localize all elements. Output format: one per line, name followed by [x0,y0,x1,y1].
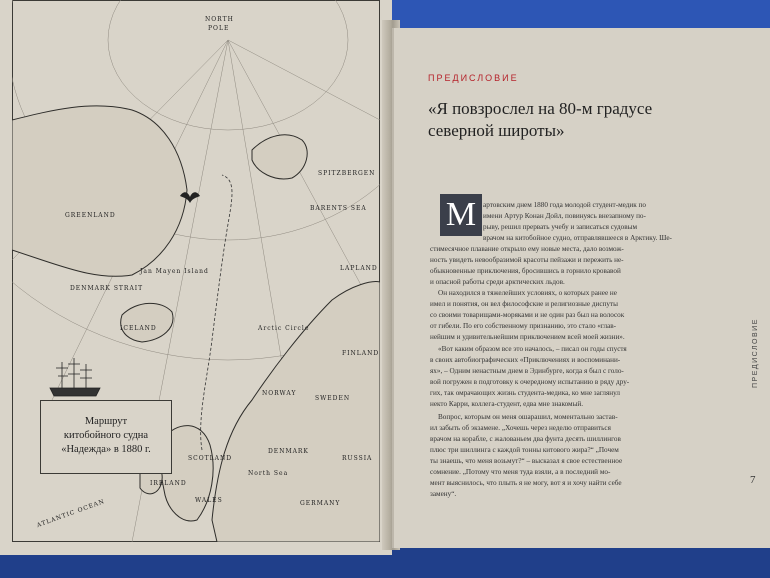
text-line: «Вот каким образом все это началось, – писал он годы спустя [438,345,627,353]
label-arctic-circle: Arctic Circle [258,325,310,332]
text-line: стимесячное плавание открыло ему новые места, дало возмож- [430,245,624,253]
paragraph-3 [430,344,745,410]
text-line: вой погружен в подготовку к очередному испытанию в ряду дру- [430,378,630,386]
label-lapland: LAPLAND [340,265,378,272]
page-number: 7 [750,474,756,486]
label-iceland: ICELAND [120,325,157,332]
text-line: от гибели. По его собственному признанию, это стало «глав- [430,322,617,330]
text-line: некто Карри, коллега-студент, едва мне знакомый. [430,400,584,408]
iceland-island [121,303,173,342]
ship-drawing [50,358,100,396]
text-line: нейшим и удивительнейшим приключением всей моей жизни». [430,333,625,341]
paragraph-1-continued [430,244,745,288]
scandinavia-landmass [212,282,380,542]
paragraph-1-indented [483,200,745,244]
label-scotland: SCOTLAND [188,455,232,462]
paragraph-2 [430,288,745,343]
label-spitzbergen: SPITZBERGEN [318,170,376,177]
ship-route-line [201,175,232,450]
drop-cap: М [440,194,482,236]
paragraph-4 [430,412,730,500]
label-jan-mayen: Jan Mayen Island [140,268,209,275]
label-germany: GERMANY [300,500,341,507]
text-line: сомнение. „Потому что меня туда взяли, а в последний мо- [430,468,611,476]
label-north-sea: North Sea [248,470,289,477]
label-russia: RUSSIA [342,455,373,462]
text-line: замену“. [430,490,457,498]
text-line: Вопрос, которым он меня ошарашил, моментально застав- [438,413,618,421]
text-line: ность увидеть невообразимой красоты пейзажи и пережить не- [430,256,624,264]
running-head-vertical: ПРЕДИСЛОВИЕ [752,318,759,388]
title-line-1: «Я повзрослел на 80-м градусе [428,99,653,118]
caption-line-3: «Надежда» в 1880 г. [61,444,151,455]
text-line: Он находился в тяжелейших условиях, о которых ранее не [438,289,617,297]
label-norway: NORWAY [262,390,297,397]
label-denmark: DENMARK [268,448,309,455]
text-line: со своими товарищами-моряками и не один раз был на волосок [430,311,625,319]
section-label: ПРЕДИСЛОВИЕ [428,73,519,83]
text-line: ях», – Одним ненастным днем в Эдинбурге, когда я был с голо- [430,367,624,375]
label-denmark-strait: DENMARK STRAIT [70,285,144,292]
text-line: плюс три шиллинга с каждой тонны китового жира?“ „Почем [430,446,619,454]
text-line: артовским днем 1880 года молодой студент-медик по [483,201,646,209]
map-caption-box [40,400,172,474]
label-north: NORTH [205,16,234,23]
text-line: гих, так омрачающих жизнь студента-медика, ко мне заглянул [430,389,621,397]
left-page-map [0,0,392,555]
chapter-title [428,98,728,142]
text-line: мент выяснилось, что плыть я не могу, вот я и хочу найти себе [430,479,622,487]
label-finland: FINLAND [342,350,380,357]
label-barents-sea: BARENTS SEA [310,205,367,212]
text-line: имени Артур Конан Дойл, повинуясь внезапному по- [483,212,646,220]
text-line: имел и понятия, он вел философские и религиозные диспуты [430,300,618,308]
text-line: врачом на китобойное судно, отправлявшееся в Арктику. Ше- [483,234,672,242]
text-line: ил забыть об экзамене. „Хочешь через неделю отправиться [430,424,611,432]
label-atlantic-ocean: ATLANTIC OCEAN [35,497,106,530]
text-line: обыкновенные приключения, бросившись в горнило кровавой [430,267,621,275]
label-sweden: SWEDEN [315,395,351,402]
text-line: и опасной работы среди арктических льдов. [430,278,565,286]
caption-line-2: китобойного судна [63,430,149,441]
label-ireland: IRELAND [150,480,187,487]
text-line: врачом на корабле, с жалованьем два фунта десять шиллингов [430,435,621,443]
label-wales: WALES [195,497,223,504]
title-line-2: северной широты» [428,121,565,140]
label-greenland: GREENLAND [65,212,116,219]
caption-line-1: Маршрут [84,416,128,427]
spitzbergen-island [252,135,307,179]
text-line: рыву, решил прервать учебу и записаться судовым [483,223,638,231]
text-line: в своих автобиографических «Приключениях и воспоминани- [430,356,621,364]
greenland-landmass [12,106,187,276]
text-line: ты знаешь, что меня возьмут?“ – высказал я свое естественное [430,457,623,465]
label-pole: POLE [208,25,230,32]
